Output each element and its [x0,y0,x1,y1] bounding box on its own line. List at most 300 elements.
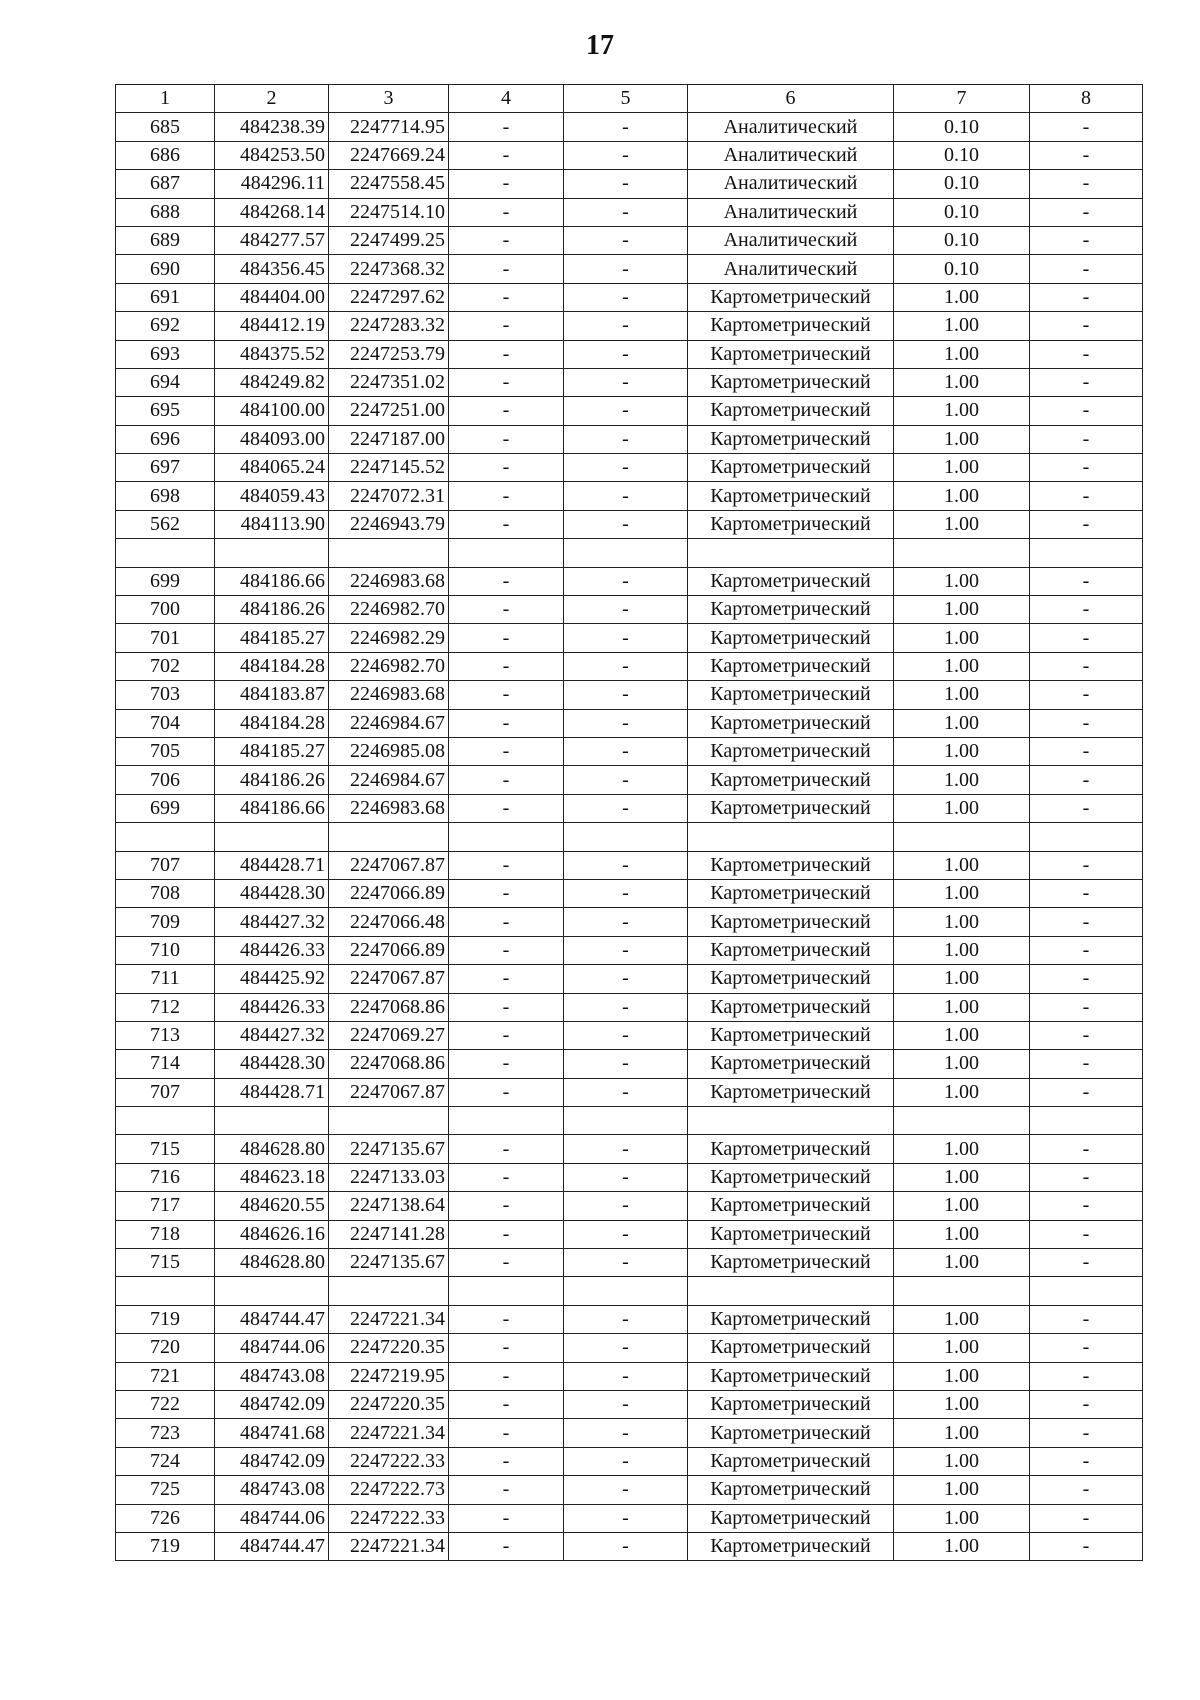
col-8-cell: - [1030,1220,1143,1248]
col-4-cell: - [449,170,564,198]
x-coordinate-cell: 484744.47 [215,1532,329,1560]
x-coordinate-cell [215,1107,329,1135]
table-row [116,113,1143,141]
x-coordinate-cell: 484113.90 [215,510,329,538]
col-5-cell: - [564,794,688,822]
y-coordinate-cell: 2247253.79 [329,340,449,368]
y-coordinate-cell: 2246983.68 [329,567,449,595]
method-cell: Аналитический [688,113,894,141]
col-5-cell: - [564,993,688,1021]
method-cell: Картометрический [688,908,894,936]
method-cell: Картометрический [688,1476,894,1504]
accuracy-cell: 1.00 [894,312,1030,340]
col-4-cell: - [449,226,564,254]
table-row [116,226,1143,254]
x-coordinate-cell: 484628.80 [215,1249,329,1277]
y-coordinate-cell: 2247714.95 [329,113,449,141]
col-4-cell: - [449,1305,564,1333]
point-number-cell: 725 [116,1476,215,1504]
table-row [116,510,1143,538]
col-8-cell: - [1030,794,1143,822]
col-5-cell: - [564,340,688,368]
col-5-cell [564,539,688,567]
col-4-cell: - [449,113,564,141]
method-cell: Картометрический [688,596,894,624]
y-coordinate-cell: 2247135.67 [329,1135,449,1163]
col-5-cell: - [564,1305,688,1333]
y-coordinate-cell: 2247368.32 [329,255,449,283]
x-coordinate-cell: 484296.11 [215,170,329,198]
y-coordinate-cell: 2247068.86 [329,993,449,1021]
col-4-cell: - [449,312,564,340]
point-number-cell: 715 [116,1249,215,1277]
method-cell: Картометрический [688,312,894,340]
header-col-6: 6 [688,85,894,113]
method-cell: Картометрический [688,425,894,453]
point-number-cell: 700 [116,596,215,624]
method-cell: Картометрический [688,766,894,794]
accuracy-cell: 1.00 [894,596,1030,624]
y-coordinate-cell: 2247297.62 [329,283,449,311]
col-5-cell: - [564,1476,688,1504]
col-8-cell: - [1030,283,1143,311]
accuracy-cell: 0.10 [894,255,1030,283]
method-cell [688,1277,894,1305]
accuracy-cell: 1.00 [894,936,1030,964]
col-5-cell: - [564,1447,688,1475]
table-row [116,1135,1143,1163]
accuracy-cell: 1.00 [894,965,1030,993]
table-row [116,283,1143,311]
method-cell: Картометрический [688,737,894,765]
point-number-cell: 696 [116,425,215,453]
col-5-cell: - [564,965,688,993]
x-coordinate-cell: 484742.09 [215,1447,329,1475]
table-row [116,255,1143,283]
col-5-cell: - [564,141,688,169]
y-coordinate-cell: 2247499.25 [329,226,449,254]
point-number-cell: 562 [116,510,215,538]
col-4-cell [449,539,564,567]
accuracy-cell: 1.00 [894,482,1030,510]
col-8-cell: - [1030,1192,1143,1220]
y-coordinate-cell [329,1107,449,1135]
col-4-cell: - [449,482,564,510]
point-number-cell: 697 [116,454,215,482]
x-coordinate-cell: 484412.19 [215,312,329,340]
x-coordinate-cell: 484742.09 [215,1390,329,1418]
col-8-cell: - [1030,1362,1143,1390]
col-8-cell: - [1030,1504,1143,1532]
col-4-cell: - [449,283,564,311]
table-row [116,454,1143,482]
col-5-cell: - [564,368,688,396]
col-4-cell: - [449,1447,564,1475]
method-cell: Картометрический [688,567,894,595]
point-number-cell: 694 [116,368,215,396]
accuracy-cell [894,539,1030,567]
col-8-cell: - [1030,1078,1143,1106]
separator-row [116,539,1143,567]
point-number-cell: 699 [116,794,215,822]
accuracy-cell: 1.00 [894,766,1030,794]
col-4-cell: - [449,1504,564,1532]
accuracy-cell: 1.00 [894,397,1030,425]
y-coordinate-cell: 2247066.89 [329,936,449,964]
x-coordinate-cell [215,539,329,567]
y-coordinate-cell: 2247068.86 [329,1050,449,1078]
table-row [116,1050,1143,1078]
col-8-cell: - [1030,141,1143,169]
accuracy-cell: 1.00 [894,1504,1030,1532]
accuracy-cell: 1.00 [894,652,1030,680]
method-cell: Картометрический [688,681,894,709]
col-5-cell: - [564,425,688,453]
accuracy-cell [894,1277,1030,1305]
accuracy-cell: 1.00 [894,1476,1030,1504]
col-5-cell: - [564,1249,688,1277]
point-number-cell: 698 [116,482,215,510]
y-coordinate-cell: 2247072.31 [329,482,449,510]
page-number: 17 [586,30,614,61]
table-row [116,1476,1143,1504]
y-coordinate-cell: 2247219.95 [329,1362,449,1390]
x-coordinate-cell: 484186.66 [215,794,329,822]
col-5-cell: - [564,624,688,652]
point-number-cell: 695 [116,397,215,425]
header-col-4: 4 [449,85,564,113]
col-5-cell: - [564,113,688,141]
method-cell: Картометрический [688,936,894,964]
col-8-cell: - [1030,652,1143,680]
col-5-cell: - [564,454,688,482]
col-4-cell: - [449,1362,564,1390]
point-number-cell: 712 [116,993,215,1021]
col-4-cell: - [449,1220,564,1248]
table-row [116,1305,1143,1333]
method-cell: Картометрический [688,510,894,538]
col-5-cell: - [564,709,688,737]
x-coordinate-cell: 484375.52 [215,340,329,368]
x-coordinate-cell: 484620.55 [215,1192,329,1220]
table-row [116,1447,1143,1475]
col-4-cell: - [449,1532,564,1560]
method-cell: Картометрический [688,368,894,396]
x-coordinate-cell: 484185.27 [215,737,329,765]
accuracy-cell [894,1107,1030,1135]
point-number-cell: 709 [116,908,215,936]
header-col-2: 2 [215,85,329,113]
col-5-cell: - [564,851,688,879]
col-5-cell: - [564,1504,688,1532]
y-coordinate-cell: 2247669.24 [329,141,449,169]
col-8-cell: - [1030,255,1143,283]
method-cell: Картометрический [688,993,894,1021]
col-5-cell: - [564,936,688,964]
col-4-cell: - [449,709,564,737]
col-5-cell: - [564,170,688,198]
col-4-cell: - [449,1419,564,1447]
x-coordinate-cell: 484249.82 [215,368,329,396]
y-coordinate-cell: 2247066.48 [329,908,449,936]
col-4-cell: - [449,737,564,765]
point-number-cell: 715 [116,1135,215,1163]
col-8-cell: - [1030,1390,1143,1418]
accuracy-cell: 1.00 [894,879,1030,907]
method-cell: Аналитический [688,255,894,283]
table-row [116,425,1143,453]
col-4-cell: - [449,1476,564,1504]
point-number-cell: 701 [116,624,215,652]
col-5-cell: - [564,1532,688,1560]
point-number-cell: 723 [116,1419,215,1447]
method-cell: Картометрический [688,340,894,368]
table-row [116,794,1143,822]
table-row [116,681,1143,709]
table-row [116,368,1143,396]
col-5-cell: - [564,510,688,538]
x-coordinate-cell [215,1277,329,1305]
table-row [116,1390,1143,1418]
col-8-cell: - [1030,1249,1143,1277]
point-number-cell: 692 [116,312,215,340]
method-cell: Картометрический [688,794,894,822]
x-coordinate-cell: 484427.32 [215,1021,329,1049]
x-coordinate-cell: 484093.00 [215,425,329,453]
point-number-cell: 706 [116,766,215,794]
method-cell: Картометрический [688,1249,894,1277]
point-number-cell: 719 [116,1532,215,1560]
col-8-cell [1030,823,1143,851]
method-cell: Картометрический [688,1078,894,1106]
col-5-cell [564,823,688,851]
table-row [116,1192,1143,1220]
col-4-cell: - [449,1390,564,1418]
point-number-cell [116,1277,215,1305]
method-cell: Аналитический [688,170,894,198]
col-5-cell: - [564,596,688,624]
col-8-cell: - [1030,1476,1143,1504]
x-coordinate-cell: 484186.66 [215,567,329,595]
col-8-cell: - [1030,1334,1143,1362]
point-number-cell: 726 [116,1504,215,1532]
accuracy-cell: 1.00 [894,454,1030,482]
separator-row [116,1107,1143,1135]
y-coordinate-cell: 2247133.03 [329,1163,449,1191]
table-row [116,851,1143,879]
x-coordinate-cell: 484427.32 [215,908,329,936]
col-4-cell: - [449,1050,564,1078]
col-8-cell: - [1030,1305,1143,1333]
x-coordinate-cell [215,823,329,851]
header-col-3: 3 [329,85,449,113]
col-4-cell: - [449,766,564,794]
col-8-cell: - [1030,993,1143,1021]
col-5-cell: - [564,255,688,283]
point-number-cell: 691 [116,283,215,311]
col-5-cell: - [564,1334,688,1362]
method-cell: Картометрический [688,283,894,311]
table-row [116,1419,1143,1447]
y-coordinate-cell: 2247141.28 [329,1220,449,1248]
x-coordinate-cell: 484065.24 [215,454,329,482]
y-coordinate-cell: 2246985.08 [329,737,449,765]
point-number-cell: 685 [116,113,215,141]
accuracy-cell: 1.00 [894,1220,1030,1248]
y-coordinate-cell: 2247283.32 [329,312,449,340]
point-number-cell: 717 [116,1192,215,1220]
point-number-cell: 689 [116,226,215,254]
table-row [116,1220,1143,1248]
col-8-cell: - [1030,510,1143,538]
x-coordinate-cell: 484183.87 [215,681,329,709]
y-coordinate-cell: 2247558.45 [329,170,449,198]
x-coordinate-cell: 484623.18 [215,1163,329,1191]
y-coordinate-cell: 2247514.10 [329,198,449,226]
col-4-cell [449,1107,564,1135]
y-coordinate-cell: 2247222.33 [329,1447,449,1475]
accuracy-cell [894,823,1030,851]
table-row [116,141,1143,169]
y-coordinate-cell: 2247138.64 [329,1192,449,1220]
col-4-cell: - [449,1021,564,1049]
header-col-8: 8 [1030,85,1143,113]
col-5-cell: - [564,198,688,226]
x-coordinate-cell: 484428.30 [215,879,329,907]
col-8-cell: - [1030,908,1143,936]
point-number-cell: 720 [116,1334,215,1362]
method-cell: Аналитический [688,198,894,226]
table-row [116,652,1143,680]
point-number-cell: 688 [116,198,215,226]
method-cell [688,1107,894,1135]
col-4-cell: - [449,794,564,822]
y-coordinate-cell: 2247220.35 [329,1390,449,1418]
method-cell: Картометрический [688,1362,894,1390]
table-row [116,340,1143,368]
col-8-cell: - [1030,1163,1143,1191]
method-cell: Картометрический [688,1447,894,1475]
y-coordinate-cell: 2246982.70 [329,596,449,624]
y-coordinate-cell: 2247220.35 [329,1334,449,1362]
header-col-5: 5 [564,85,688,113]
col-8-cell: - [1030,851,1143,879]
point-number-cell: 703 [116,681,215,709]
col-8-cell: - [1030,170,1143,198]
col-8-cell: - [1030,312,1143,340]
method-cell: Картометрический [688,1305,894,1333]
point-number-cell: 699 [116,567,215,595]
method-cell: Картометрический [688,851,894,879]
point-number-cell: 716 [116,1163,215,1191]
point-number-cell: 718 [116,1220,215,1248]
col-8-cell: - [1030,425,1143,453]
y-coordinate-cell: 2246982.70 [329,652,449,680]
table-row [116,198,1143,226]
table-row [116,1078,1143,1106]
accuracy-cell: 1.00 [894,567,1030,595]
col-8-cell: - [1030,1135,1143,1163]
x-coordinate-cell: 484744.06 [215,1334,329,1362]
x-coordinate-cell: 484253.50 [215,141,329,169]
accuracy-cell: 0.10 [894,226,1030,254]
col-4-cell: - [449,510,564,538]
table-row [116,397,1143,425]
x-coordinate-cell: 484356.45 [215,255,329,283]
accuracy-cell: 0.10 [894,198,1030,226]
y-coordinate-cell: 2247067.87 [329,851,449,879]
y-coordinate-cell [329,539,449,567]
point-number-cell: 721 [116,1362,215,1390]
point-number-cell [116,539,215,567]
table-row [116,1362,1143,1390]
accuracy-cell: 1.00 [894,1163,1030,1191]
method-cell: Картометрический [688,1163,894,1191]
x-coordinate-cell: 484628.80 [215,1135,329,1163]
col-5-cell: - [564,652,688,680]
accuracy-cell: 1.00 [894,794,1030,822]
table-row [116,1249,1143,1277]
table-row [116,567,1143,595]
col-8-cell [1030,539,1143,567]
method-cell: Картометрический [688,397,894,425]
y-coordinate-cell: 2247221.34 [329,1419,449,1447]
accuracy-cell: 1.00 [894,1078,1030,1106]
method-cell: Картометрический [688,1390,894,1418]
col-5-cell: - [564,1220,688,1248]
table-row [116,993,1143,1021]
method-cell [688,539,894,567]
method-cell: Картометрический [688,879,894,907]
accuracy-cell: 1.00 [894,510,1030,538]
col-4-cell [449,823,564,851]
point-number-cell: 686 [116,141,215,169]
table-row [116,1021,1143,1049]
col-5-cell: - [564,908,688,936]
x-coordinate-cell: 484626.16 [215,1220,329,1248]
table-row [116,596,1143,624]
y-coordinate-cell: 2246984.67 [329,766,449,794]
col-8-cell: - [1030,709,1143,737]
col-5-cell: - [564,397,688,425]
accuracy-cell: 1.00 [894,737,1030,765]
method-cell: Картометрический [688,1334,894,1362]
x-coordinate-cell: 484185.27 [215,624,329,652]
x-coordinate-cell: 484404.00 [215,283,329,311]
col-4-cell: - [449,993,564,1021]
col-8-cell: - [1030,340,1143,368]
method-cell: Картометрический [688,1135,894,1163]
x-coordinate-cell: 484426.33 [215,936,329,964]
col-8-cell: - [1030,198,1143,226]
y-coordinate-cell: 2247145.52 [329,454,449,482]
x-coordinate-cell: 484428.71 [215,851,329,879]
table-row [116,936,1143,964]
y-coordinate-cell [329,823,449,851]
point-number-cell: 702 [116,652,215,680]
method-cell: Картометрический [688,1532,894,1560]
col-5-cell: - [564,879,688,907]
col-5-cell: - [564,1192,688,1220]
y-coordinate-cell: 2247187.00 [329,425,449,453]
x-coordinate-cell: 484238.39 [215,113,329,141]
table-row [116,908,1143,936]
accuracy-cell: 1.00 [894,1362,1030,1390]
method-cell: Картометрический [688,1220,894,1248]
col-8-cell: - [1030,397,1143,425]
col-4-cell [449,1277,564,1305]
col-4-cell: - [449,1334,564,1362]
